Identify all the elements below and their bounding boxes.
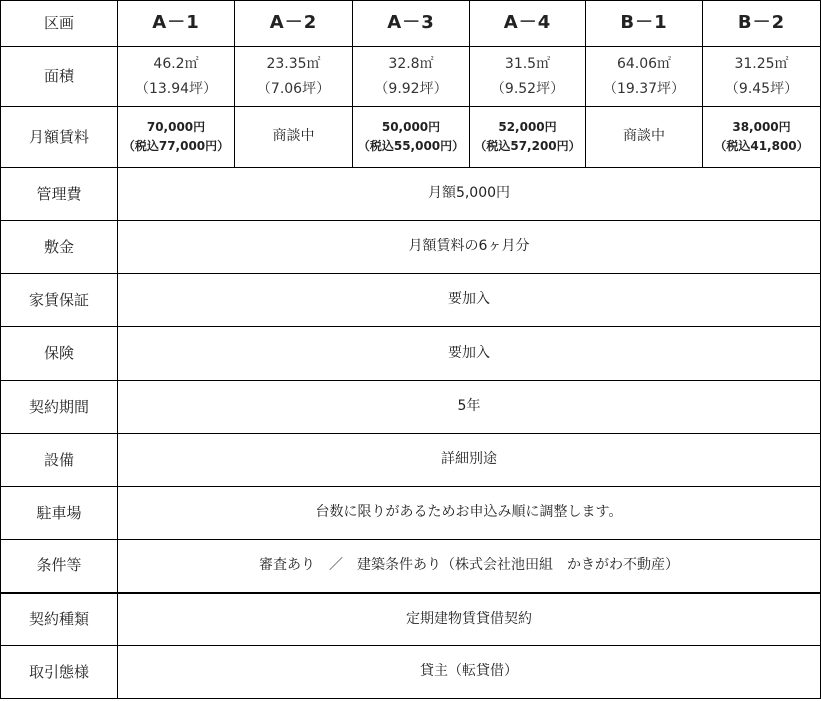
row-value: 貸主（転貸借） [118,646,821,699]
rent-tax-included: （税込55,000円） [357,139,465,153]
area-sqm: 31.5㎡ [504,56,551,72]
area-sqm: 32.8㎡ [388,56,434,72]
rent-cell [586,107,703,168]
row-value: 要加入 [118,327,821,381]
rent-price: 38,000円 [732,119,791,134]
unit-header-a3: A－3 [353,1,470,47]
rent-price: 50,000円 [381,119,441,134]
contract-period-row [1,381,821,434]
rent-cell [235,107,353,168]
area-label: 面積 [1,47,118,107]
area-sqm: 64.06㎡ [616,56,672,72]
row-label: 敷金 [1,221,118,274]
unit-header-a2: A－2 [235,1,353,47]
section-label: 区画 [1,1,118,47]
row-value: 審査あり ／ 建築条件あり（株式会社池田組 かきがわ不動産） [118,540,821,593]
area-sqm: 31.25㎡ [734,56,789,72]
area-cell [235,47,353,107]
area-cell [353,47,470,107]
row-label: 契約種類 [1,593,118,646]
area-tsubo: （7.06坪） [256,80,331,97]
row-label: 保険 [1,327,118,381]
rent-tax-included: （税込57,200円） [474,139,581,153]
conditions-row [1,540,821,593]
header-row [1,1,821,47]
area-tsubo: （9.45坪） [724,80,799,97]
row-label: 管理費 [1,168,118,221]
rent-tax-included: （税込41,800） [714,139,809,153]
rent-price: 52,000円 [498,119,557,134]
rent-tax-included: （税込77,000円） [122,139,230,153]
row-label: 設備 [1,434,118,487]
row-value: 要加入 [118,274,821,327]
area-sqm: 46.2㎡ [153,56,199,72]
unit-header-b1: B－1 [586,1,703,47]
insurance-row [1,327,821,381]
row-value: 5年 [118,381,821,434]
rent-negotiating: 商談中 [623,128,665,145]
rent-label: 月額賃料 [1,107,118,168]
area-sqm: 23.35㎡ [266,56,321,72]
area-tsubo: （9.52坪） [490,80,565,97]
row-value: 詳細別途 [118,434,821,487]
parking-row [1,487,821,540]
row-value: 台数に限りがあるためお申込み順に調整します。 [118,487,821,540]
rent-cell [353,107,470,168]
rent-cell [470,107,586,168]
area-tsubo: （19.37坪） [602,80,686,97]
area-cell [470,47,586,107]
contract-type-row [1,593,821,646]
equipment-row [1,434,821,487]
row-label: 家賃保証 [1,274,118,327]
rent-guarantee-row [1,274,821,327]
row-label: 取引態様 [1,646,118,699]
rent-cell [703,107,821,168]
area-row [1,47,821,107]
rent-cell [118,107,235,168]
area-cell [118,47,235,107]
area-cell [586,47,703,107]
row-value: 月額賃料の6ヶ月分 [118,221,821,274]
rent-row [1,107,821,168]
row-label: 駐車場 [1,487,118,540]
management-fee-row [1,168,821,221]
row-label: 契約期間 [1,381,118,434]
unit-header-a1: A－1 [118,1,235,47]
area-tsubo: （13.94坪） [134,80,218,97]
unit-header-b2: B－2 [703,1,821,47]
area-tsubo: （9.92坪） [374,80,448,97]
transaction-type-row [1,646,821,699]
deposit-row [1,221,821,274]
unit-header-a4: A－4 [470,1,586,47]
rent-negotiating: 商談中 [272,128,315,145]
row-value: 月額5,000円 [118,168,821,221]
row-value: 定期建物賃貸借契約 [118,593,821,646]
rent-price: 70,000円 [146,119,206,134]
row-label: 条件等 [1,540,118,593]
area-cell [703,47,821,107]
